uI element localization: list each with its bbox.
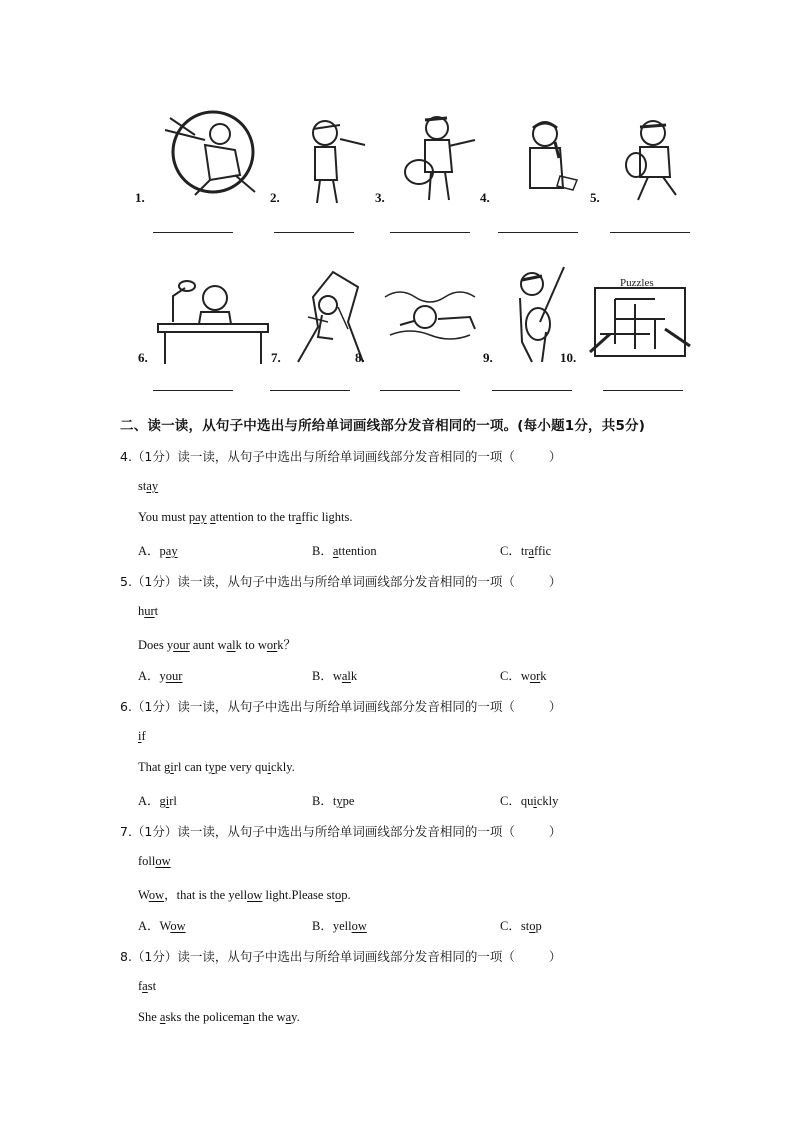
picture-number: 7.	[271, 350, 281, 365]
text-segment: g	[159, 794, 166, 808]
underlined-letters: or	[529, 669, 541, 683]
answer-blank	[153, 390, 233, 391]
text-segment: n the w	[248, 1010, 286, 1024]
option-letter: C．	[500, 544, 521, 558]
option-letter: B．	[312, 794, 333, 808]
text-segment: t	[154, 604, 159, 618]
text-segment: aunt w	[189, 638, 227, 652]
question-text: 8.（1分）读一读，从句子中选出与所给单词画线部分发音相同的一项（	[120, 949, 515, 964]
text-segment: h	[138, 604, 145, 618]
close-paren: ）	[548, 824, 562, 839]
picture-number: 1.	[135, 190, 145, 205]
text-segment: p.	[341, 888, 351, 902]
text-segment: pe very qu	[214, 760, 268, 774]
question-text: 4.（1分）读一读，从句子中选出与所给单词画线部分发音相同的一项（	[120, 449, 515, 464]
underlined-letters: y	[336, 794, 343, 808]
text-segment: w	[332, 669, 342, 683]
text-segment: pe	[342, 794, 355, 808]
example-sentence	[138, 510, 353, 525]
text-segment: sks the policem	[165, 1010, 244, 1024]
text-segment: ffic lights.	[301, 510, 353, 524]
text-segment: qu	[520, 794, 534, 808]
option-b[interactable]	[312, 916, 367, 934]
underlined-letters: ur	[144, 604, 155, 618]
answer-blank	[390, 232, 470, 233]
option-letter: A．	[138, 544, 160, 558]
picture-item-6	[135, 262, 235, 382]
picture-number: 10.	[560, 350, 577, 365]
target-word	[138, 979, 156, 994]
option-letter: C．	[500, 794, 521, 808]
answer-blank	[610, 232, 690, 233]
underlined-letters: a	[295, 510, 302, 524]
picture-item-4	[480, 110, 580, 230]
picture-number: 2.	[270, 190, 280, 205]
underlined-letters: al	[226, 638, 236, 652]
text-segment: st	[138, 479, 147, 493]
underlined-letters: ow	[155, 854, 171, 868]
option-c[interactable]	[500, 791, 558, 809]
question-text: 5.（1分）读一读，从句子中选出与所给单词画线部分发音相同的一项（	[120, 574, 515, 589]
text-segment: f	[141, 729, 146, 743]
underlined-letters: a	[210, 510, 216, 524]
target-word	[138, 729, 146, 744]
underlined-letters: our	[165, 669, 183, 683]
text-segment: W	[159, 919, 171, 933]
close-paren: ）	[548, 449, 562, 464]
answer-blank	[603, 390, 683, 391]
answer-blank	[498, 232, 578, 233]
underlined-letters: i	[170, 760, 174, 774]
option-b[interactable]	[312, 791, 354, 809]
option-a[interactable]	[138, 791, 177, 809]
picture-number: 5.	[590, 190, 600, 205]
boy-with-basket-icon	[397, 110, 487, 210]
section-title: 二、读一读，从句子中选出与所给单词画线部分发音相同的一项。(每小题1分，共5分)	[120, 418, 646, 434]
text-segment: k	[540, 669, 547, 683]
question-stem	[120, 447, 561, 465]
underlined-letters: or	[266, 638, 278, 652]
answer-blank	[380, 390, 460, 391]
underlined-letters: i	[165, 794, 170, 808]
option-b[interactable]	[312, 666, 357, 684]
example-sentence	[138, 885, 351, 903]
underlined-letters: a	[159, 1010, 166, 1024]
underlined-letters: our	[173, 638, 190, 652]
underlined-letters: ay	[146, 479, 159, 493]
picture-number: 9.	[483, 350, 493, 365]
text-segment: p	[535, 919, 542, 933]
underlined-letters: a	[243, 1010, 249, 1024]
option-a[interactable]	[138, 541, 178, 559]
option-letter: A．	[138, 669, 160, 683]
option-letter: B．	[312, 919, 333, 933]
question-text: 6.（1分）读一读，从句子中选出与所给单词画线部分发音相同的一项（	[120, 699, 515, 714]
underlined-letters: pay	[188, 510, 207, 524]
underlined-letters: a	[285, 1010, 292, 1024]
text-segment: You must	[138, 510, 189, 524]
text-segment: f	[138, 979, 143, 993]
crossword-puzzles-icon	[585, 274, 695, 364]
picture-item-2	[270, 110, 370, 230]
close-paren: ）	[548, 699, 562, 714]
text-segment: foll	[138, 854, 156, 868]
text-segment: ckly	[536, 794, 559, 808]
text-segment: w	[520, 669, 530, 683]
puzzles-label: Puzzles	[620, 277, 654, 289]
boy-playing-violin-icon	[285, 115, 375, 215]
picture-number: 4.	[480, 190, 490, 205]
picture-item-10	[560, 262, 660, 382]
option-letter: B．	[312, 544, 333, 558]
picture-number: 6.	[138, 350, 148, 365]
picture-number: 8.	[355, 350, 365, 365]
option-a[interactable]	[138, 916, 186, 934]
underlined-letters: i	[533, 794, 537, 808]
option-letter: A．	[138, 794, 160, 808]
question-stem	[120, 947, 561, 965]
option-c[interactable]	[500, 541, 551, 559]
text-segment: rl can t	[173, 760, 209, 774]
example-sentence	[138, 1010, 300, 1025]
text-segment: p	[159, 544, 166, 558]
picture-item-8	[355, 262, 455, 382]
picture-row-2	[135, 262, 695, 397]
option-b[interactable]	[312, 541, 377, 559]
running-boy-with-ball-icon	[155, 110, 275, 210]
picture-number: 3.	[375, 190, 385, 205]
text-segment: She	[138, 1010, 160, 1024]
underlined-letters: i	[267, 760, 271, 774]
option-c[interactable]	[500, 666, 547, 684]
option-letter: C．	[500, 669, 521, 683]
question-stem	[120, 697, 561, 715]
text-segment: k to w	[235, 638, 267, 652]
boy-reading-at-desk-icon	[153, 274, 283, 374]
question-stem	[120, 822, 561, 840]
example-sentence	[138, 760, 295, 775]
underlined-letters: o	[529, 919, 536, 933]
target-word	[138, 479, 158, 494]
boy-swimming-icon	[380, 277, 490, 347]
text-segment: st	[147, 979, 157, 993]
text-segment: tr	[520, 544, 529, 558]
text-segment: Does y	[138, 638, 174, 652]
picture-row-1	[135, 110, 695, 240]
boy-running-with-bag-icon	[618, 115, 698, 215]
text-segment: ckly.	[271, 760, 295, 774]
option-c[interactable]	[500, 916, 542, 934]
underlined-letters: ay	[165, 544, 178, 558]
text-segment: ffic	[534, 544, 552, 558]
question-text: 7.（1分）读一读，从句子中选出与所给单词画线部分发音相同的一项（	[120, 824, 515, 839]
target-word	[138, 604, 158, 619]
girl-on-phone-icon	[515, 118, 595, 218]
underlined-letters: a	[142, 979, 148, 993]
text-segment: ，that is the yell	[164, 888, 248, 902]
text-segment: k	[350, 669, 358, 683]
underlined-letters: ow	[351, 919, 367, 933]
answer-blank	[492, 390, 572, 391]
option-letter: B．	[312, 669, 333, 683]
answer-blank	[270, 390, 350, 391]
picture-item-1	[135, 110, 235, 230]
example-sentence	[138, 635, 296, 653]
text-segment: ttention	[338, 544, 377, 558]
text-segment: That g	[138, 760, 171, 774]
text-segment: y.	[291, 1010, 300, 1024]
answer-blank	[153, 232, 233, 233]
answer-blank	[274, 232, 354, 233]
underlined-letters: o	[334, 888, 342, 902]
question-stem	[120, 572, 561, 590]
picture-item-5	[590, 110, 690, 230]
close-paren: ）	[548, 574, 562, 589]
underlined-letters: ow	[170, 919, 186, 933]
text-segment: rl	[169, 794, 177, 808]
text-segment: k？	[277, 638, 297, 652]
text-segment: ttention to the tr	[215, 510, 296, 524]
text-segment: W	[138, 888, 149, 902]
target-word	[138, 854, 171, 869]
option-a[interactable]	[138, 666, 182, 684]
underlined-letters: i	[138, 729, 142, 743]
text-segment: light.Please st	[262, 888, 335, 902]
underlined-letters: al	[341, 669, 351, 683]
underlined-letters: ow	[247, 888, 263, 902]
underlined-letters: ow	[148, 888, 165, 902]
picture-item-3	[375, 110, 475, 230]
text-segment: st	[520, 919, 530, 933]
option-letter: C．	[500, 919, 521, 933]
underlined-letters: y	[208, 760, 215, 774]
text-segment: yell	[332, 919, 352, 933]
close-paren: ）	[548, 949, 562, 964]
option-letter: A．	[138, 919, 160, 933]
text-segment: y	[159, 669, 166, 683]
text-segment: t	[332, 794, 337, 808]
underlined-letters: a	[528, 544, 535, 558]
underlined-letters: a	[332, 544, 339, 558]
